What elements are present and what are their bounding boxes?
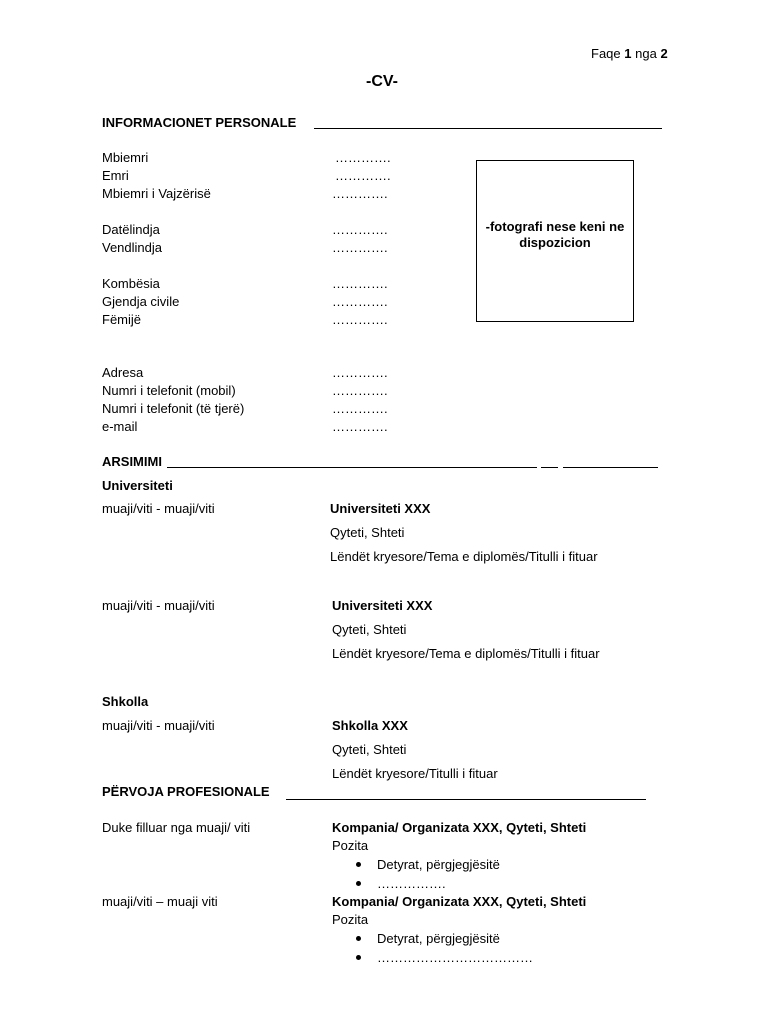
entry-location: Qyteti, Shteti	[330, 525, 405, 540]
field-value: ………….	[332, 222, 388, 237]
entry-details: Lëndët kryesore/Tema e diplomës/Titulli i fituar	[332, 646, 600, 661]
page-total: 2	[660, 46, 668, 61]
entry-period: Duke filluar nga muaji/ viti	[102, 820, 251, 835]
page-number	[591, 46, 668, 62]
entry-period: muaji/viti – muaji viti	[102, 894, 218, 909]
field-label: Datëlindja	[102, 222, 160, 237]
section-heading-experience: PËRVOJA PROFESIONALE	[102, 784, 270, 799]
entry-company: Kompania/ Organizata XXX, Qyteti, Shteti	[332, 894, 587, 909]
photo-placeholder-text: -fotografi nese keni ne dispozicion	[485, 219, 625, 250]
field-label: Gjendja civile	[102, 294, 180, 309]
entry-details: Lëndët kryesore/Titulli i fituar	[332, 766, 498, 781]
field-label: Emri	[102, 168, 129, 183]
entry-period: muaji/viti - muaji/viti	[102, 718, 215, 733]
field-value: ………….	[332, 186, 388, 201]
field-label: Fëmijë	[102, 312, 142, 327]
entry-name: Universiteti XXX	[332, 598, 433, 613]
field-label: Mbiemri i Vajzërisë	[102, 186, 211, 201]
entry-location: Qyteti, Shteti	[332, 742, 407, 757]
bullet-icon	[356, 955, 361, 960]
field-value: ………….	[332, 401, 388, 416]
field-label: Numri i telefonit (mobil)	[102, 383, 236, 398]
bullet-icon	[356, 881, 361, 886]
bullet-icon	[356, 862, 361, 867]
document-title: -CV-	[366, 73, 398, 90]
heading-rule	[286, 799, 646, 800]
field-value: ………….	[335, 150, 391, 165]
field-value: ………….	[332, 419, 388, 434]
entry-name: Universiteti XXX	[330, 501, 431, 516]
entry-bullet: Detyrat, përgjegjësitë	[377, 857, 500, 872]
entry-bullet: …………….	[377, 876, 446, 891]
heading-rule	[314, 128, 662, 129]
entry-bullet: ………………………………	[377, 950, 533, 965]
field-value: ………….	[332, 240, 388, 255]
entry-name: Shkolla XXX	[332, 718, 408, 733]
field-label: e-mail	[102, 419, 138, 434]
field-label: Kombësia	[102, 276, 160, 291]
section-heading-personal: INFORMACIONET PERSONALE	[102, 115, 297, 130]
page-current: 1	[624, 46, 632, 61]
field-value: ………….	[332, 383, 388, 398]
entry-period: muaji/viti - muaji/viti	[102, 598, 215, 613]
entry-company: Kompania/ Organizata XXX, Qyteti, Shteti	[332, 820, 587, 835]
page-mid: nga	[635, 46, 657, 61]
field-value: ………….	[332, 276, 388, 291]
subsection-university: Universiteti	[102, 478, 173, 493]
heading-rule	[541, 467, 558, 468]
entry-bullet: Detyrat, përgjegjësitë	[377, 931, 500, 946]
entry-position: Pozita	[332, 838, 369, 853]
section-heading-education: ARSIMIMI	[102, 454, 162, 469]
field-value: ………….	[332, 312, 388, 327]
subsection-school: Shkolla	[102, 694, 149, 709]
field-label: Vendlindja	[102, 240, 162, 255]
entry-position: Pozita	[332, 912, 369, 927]
entry-period: muaji/viti - muaji/viti	[102, 501, 215, 516]
heading-rule	[167, 467, 537, 468]
field-value: ………….	[332, 294, 388, 309]
field-value: ………….	[335, 168, 391, 183]
bullet-icon	[356, 936, 361, 941]
field-label: Numri i telefonit (të tjerë)	[102, 401, 245, 416]
page-prefix: Faqe	[591, 46, 621, 61]
entry-location: Qyteti, Shteti	[332, 622, 407, 637]
photo-placeholder	[476, 160, 634, 322]
field-label: Adresa	[102, 365, 144, 380]
field-value: ………….	[332, 365, 388, 380]
field-label: Mbiemri	[102, 150, 149, 165]
entry-details: Lëndët kryesore/Tema e diplomës/Titulli i fituar	[330, 549, 598, 564]
heading-rule	[563, 467, 658, 468]
